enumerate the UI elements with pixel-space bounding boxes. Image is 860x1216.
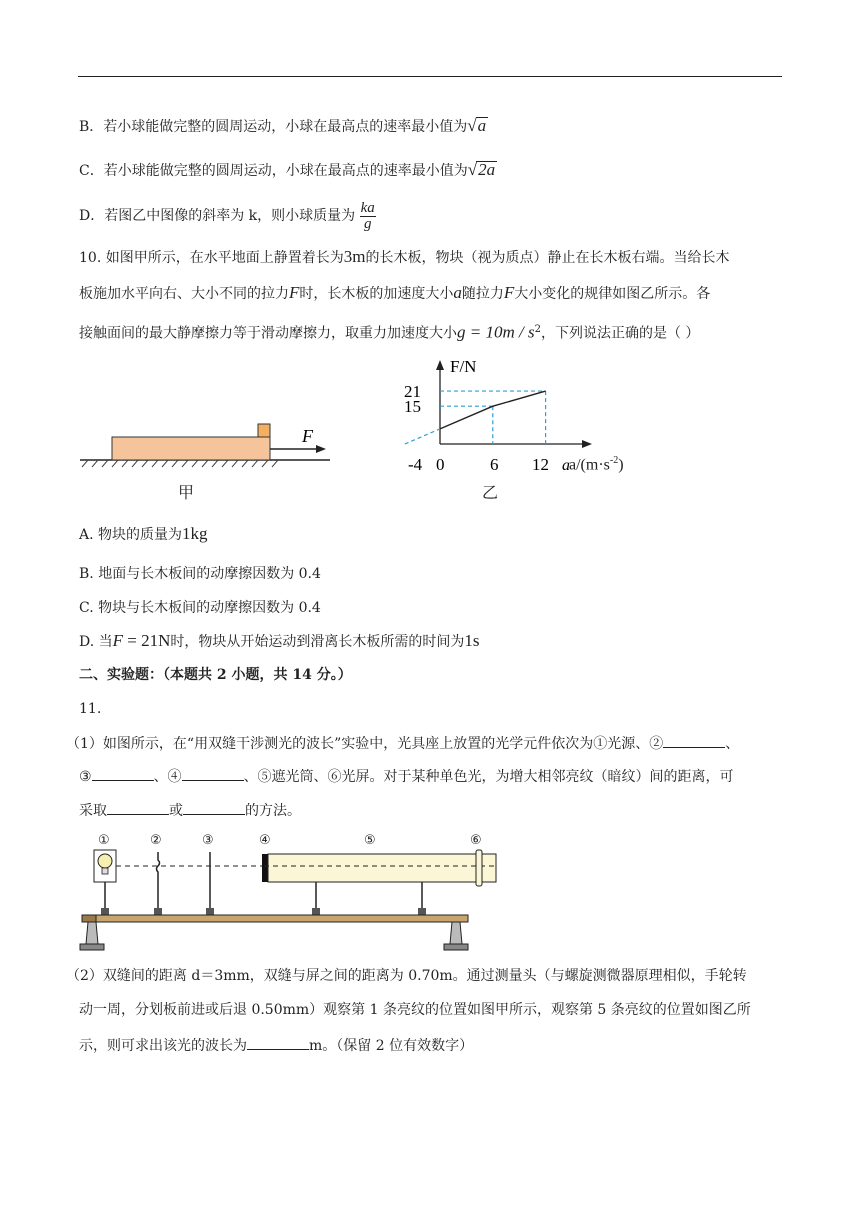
label-4: ④ xyxy=(259,833,271,848)
caption-jia: 甲 xyxy=(178,483,195,502)
long-board xyxy=(112,437,270,460)
light-shielding-tube xyxy=(268,854,496,882)
label-3: ③ xyxy=(202,833,214,848)
y-tick-label: 21 xyxy=(404,382,421,402)
series-line-0 xyxy=(405,429,440,444)
q11-part1-line1: （1）如图所示，在“用双缝干涉测光的波长”实验中，光具座上放置的光学元件依次为①光源、② 、 xyxy=(66,732,739,754)
mass-fraction: $\frac{ka}{g}$ xyxy=(360,199,375,232)
q10-line-2: 板施加水平向右、大小不同的拉力F时，长木板的加速度大小a随拉力F大小变化的规律如图乙所示。各 xyxy=(79,283,711,302)
x-axis-unit: $a/(m\cdot s^{-2})$ xyxy=(569,455,624,474)
x-tick-label: -4 xyxy=(408,455,423,474)
label-6: ⑥ xyxy=(470,833,482,848)
caption-yi: 乙 xyxy=(482,483,499,502)
q11-part1-line2: ③ 、④ 、⑤遮光筒、⑥光屏。对于某种单色光，为增大相邻亮纹（暗纹）间的距离，可 xyxy=(79,765,734,787)
y-axis-label: F/N xyxy=(450,357,477,376)
q9-option-b: B．若小球能做完整的圆周运动，小球在最高点的速率最小值为√a xyxy=(79,116,487,135)
x-tick-label: 12 xyxy=(532,455,549,474)
force-arrow-icon xyxy=(316,445,326,453)
q10-option-b: B. 地面与长木板间的动摩擦因数为 0.4 xyxy=(79,566,321,582)
q9-option-c: C．若小球能做完整的圆周运动，小球在最高点的速率最小值为√2a xyxy=(79,160,496,179)
answer-blank[interactable] xyxy=(107,799,169,815)
q10-line-3: 接触面间的最大静摩擦力等于滑动摩擦力，取重力加速度大小$g = 10m / s^2$，下列说法正确的是（ ） xyxy=(79,322,700,342)
x-axis-label: a xyxy=(562,457,570,474)
x-axis-arrow-icon xyxy=(582,440,592,448)
answer-blank[interactable] xyxy=(663,732,725,748)
answer-blank[interactable] xyxy=(247,1034,309,1050)
y-tick-label: 15 xyxy=(404,397,421,417)
small-block xyxy=(258,424,270,437)
answer-blank[interactable] xyxy=(182,765,244,781)
q10-option-c: C. 物块与长木板间的动摩擦因数为 0.4 xyxy=(79,600,321,616)
answer-blank[interactable] xyxy=(183,799,245,815)
q11-number: 11. xyxy=(79,701,102,717)
force-label: F xyxy=(302,426,313,446)
q9-option-d: D．若图乙中图像的斜率为 k，则小球质量为 $\frac{ka}{g}$ xyxy=(79,199,375,232)
screen xyxy=(476,850,482,886)
bulb-icon xyxy=(98,854,112,868)
optical-bench xyxy=(82,915,468,922)
q11-part2-line1: （2）双缝间的距离 d＝3mm，双缝与屏之间的距离为 0.70m。通过测量头（与螺旋测微器原理相似，手轮转 xyxy=(66,968,747,984)
q11-part2-line2: 动一周，分划板前进或后退 0.50mm）观察第 1 条亮纹的位置如图甲所示，观察第 5 条亮纹的位置如图乙所 xyxy=(79,1002,751,1018)
board-block-figure xyxy=(78,418,338,472)
optical-bench-figure xyxy=(76,830,482,958)
q10-line-1: 10. 如图甲所示，在水平地面上静置着长为3m的长木板，物块（视为质点）静止在长木板右端。当给长木 xyxy=(79,247,730,266)
q11-part1-line3: 采取 或 的方法。 xyxy=(79,799,301,821)
x-tick-label: 6 xyxy=(490,455,499,474)
x-tick-label: 0 xyxy=(436,455,445,474)
label-2: ② xyxy=(150,833,162,848)
q10-option-a: A. 物块的质量为1kg xyxy=(79,524,208,543)
answer-blank[interactable] xyxy=(92,765,154,781)
q10-option-d: D. 当F = 21N时，物块从开始运动到滑离长木板所需的时间为1s xyxy=(79,631,480,650)
filter-lens xyxy=(157,852,160,884)
double-slit xyxy=(262,854,268,882)
y-axis-arrow-icon xyxy=(436,360,444,370)
section-title: 二、实验题：（本题共 2 小题，共 14 分。） xyxy=(79,667,352,683)
q11-part2-line3: 示，则可求出该光的波长为 m。（保留 2 位有效数字） xyxy=(79,1034,473,1056)
label-1: ① xyxy=(98,833,110,848)
label-5: ⑤ xyxy=(364,833,376,848)
header-rule xyxy=(78,76,782,77)
